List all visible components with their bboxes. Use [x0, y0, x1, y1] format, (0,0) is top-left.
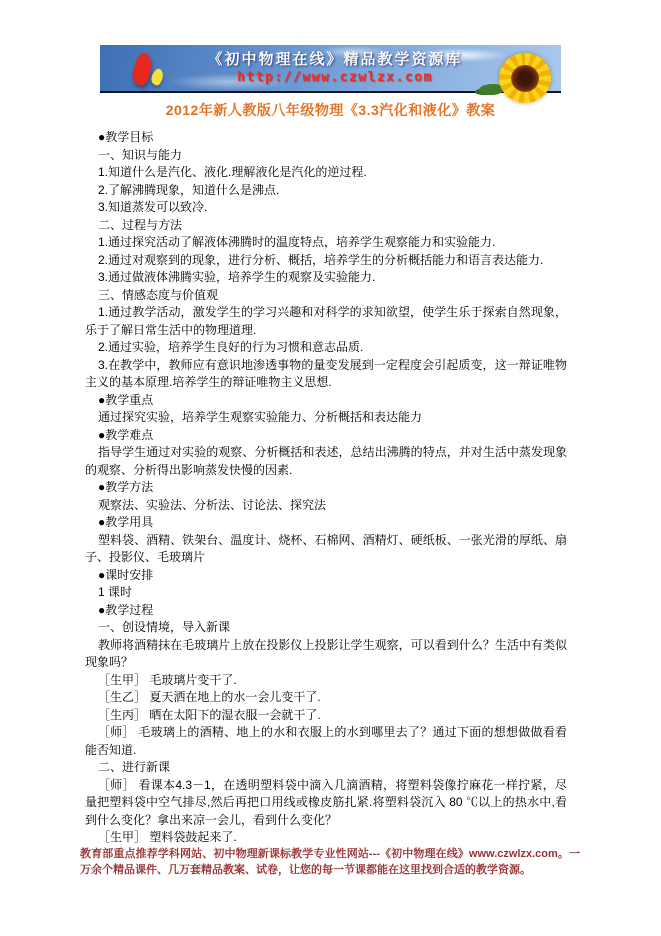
sunflower-icon — [499, 53, 551, 103]
paragraph: 2.通过对观察到的现象，进行分析、概括，培养学生的分析概括能力和语言表达能力. — [98, 252, 544, 267]
paragraph: 3.知道蒸发可以致冷. — [98, 200, 208, 214]
paragraph: ●教学目标 — [98, 130, 154, 144]
paragraph: ［生丙］ 晒在太阳下的湿衣服一会就干了. — [98, 707, 321, 722]
site-name: 《初中物理在线》精品教学资源库 — [207, 51, 463, 68]
logo-yellow-flame-icon — [149, 67, 167, 86]
page-title: 2012年新人教版八年级物理《3.3汽化和液化》教案 — [165, 102, 496, 118]
paragraph: ［师］ 毛玻璃上的酒精、地上的水和衣服上的水到哪里去了？通过下面的想想做做看看能否知道. — [85, 725, 567, 757]
paragraph: 二、过程与方法 — [98, 217, 183, 232]
paragraph: 3.通过做液体沸腾实验，培养学生的观察及实验能力. — [98, 270, 376, 284]
paragraph: 一、创设情境，导入新课 — [98, 620, 231, 634]
paragraph: 通过探究实验，培养学生观察实验能力、分析概括和表达能力 — [98, 410, 423, 424]
paragraph: 观察法、实验法、分析法、讨论法、探究法 — [98, 497, 327, 512]
paragraph: 1 课时 — [98, 585, 133, 599]
site-logo-icon — [128, 51, 172, 91]
paragraph: ●课时安排 — [98, 567, 154, 582]
paragraph: 三、情感态度与价值观 — [98, 287, 219, 302]
paragraph: 指导学生通过对实验的观察、分析概括和表述，总结出沸腾的特点，并对生活中蒸发现象的观察、分析得出影响蒸发快慢的因素. — [85, 445, 567, 477]
footer-promo-text: 教育部重点推荐学科网站、初中物理新课标教学专业性网站---《初中物理在线》www.czwlzx.com。一万余个精品课件、几万套精品教案、试卷，让您的每一节课都能在这里找到合适的教学资源。 — [80, 848, 580, 876]
document-body — [85, 129, 567, 847]
paragraph: ●教学重点 — [98, 392, 154, 407]
site-url: http://www.czwlzx.com — [237, 70, 433, 85]
paragraph: 塑料袋、酒精、铁架台、温度计、烧杯、石棉网、酒精灯、硬纸板、一张光滑的厚纸、扇子、投影仪、毛玻璃片 — [85, 532, 567, 564]
paragraph: 1.通过探究活动了解液体沸腾时的温度特点，培养学生观察能力和实验能力. — [98, 235, 496, 249]
site-banner — [100, 45, 561, 93]
paragraph: 2.了解沸腾现象，知道什么是沸点. — [98, 182, 280, 197]
paragraph: 3.在教学中，教师应有意识地渗透事物的量变发展到一定程度会引起质变，这一辩证唯物主义的基本原理.培养学生的辩证唯物主义思想. — [85, 357, 567, 389]
paragraph: ●教学难点 — [98, 427, 154, 442]
banner-text — [170, 48, 500, 85]
paragraph: ●教学用具 — [98, 515, 154, 529]
paragraph: ●教学过程 — [98, 602, 154, 617]
paragraph: 教师将酒精抹在毛玻璃片上放在投影仪上投影让学生观察，可以看到什么？生活中有类似现象吗？ — [85, 637, 567, 669]
paragraph: ［生甲］ 塑料袋鼓起来了. — [98, 830, 237, 844]
paragraph: ［师］ 看课本4.3－1，在透明塑料袋中滴入几滴酒精，将塑料袋像拧麻花一样拧紧，尽量把塑料袋中空气排尽,然后再把口用线或橡皮筋扎紧.将塑料袋沉入 80 ℃以上的热水中,看到什么变化？拿出来凉一会儿，看到什么变化？ — [85, 777, 567, 827]
paragraph: 1.通过教学活动，激发学生的学习兴趣和对科学的求知欲望，使学生乐于探索自然现象，乐于了解日常生活中的物理道理. — [85, 305, 567, 337]
paragraph: ［生乙］ 夏天洒在地上的水一会儿变干了. — [98, 690, 321, 704]
paragraph: ●教学方法 — [98, 480, 154, 494]
paragraph: 1.知道什么是汽化、液化.理解液化是汽化的逆过程. — [98, 165, 367, 179]
paragraph: 2.通过实验，培养学生良好的行为习惯和意志品质. — [98, 340, 364, 354]
paragraph: 一、知识与能力 — [98, 147, 183, 162]
paragraph: ［生甲］ 毛玻璃片变干了. — [98, 672, 237, 687]
paragraph: 二、进行新课 — [98, 760, 171, 774]
